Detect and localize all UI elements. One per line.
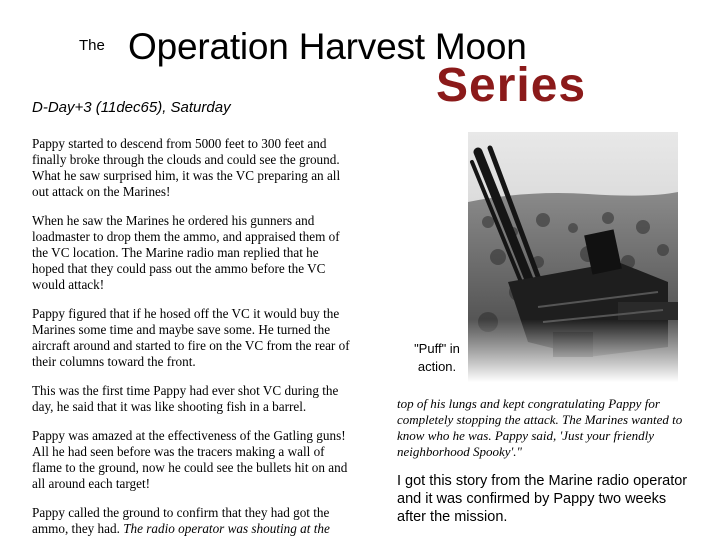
- story-paragraph-1: Pappy started to descend from 5000 feet to 300 feet and finally broke through the clouds and could see the ground. What he saw surprised him, it was the VC preparing an all out attack on the Marines!: [32, 136, 341, 199]
- source-note: I got this story from the Marine radio operator and it was confirmed by Pappy two weeks after the mission.: [397, 473, 688, 525]
- story-paragraph-6-italic: The radio operator was shouting at the: [123, 521, 330, 536]
- story-paragraph-6: [32, 505, 354, 537]
- story-paragraph-2: When he saw the Marines he ordered his gunners and loadmaster to drop them the ammo, and appraised them of the VC location. The Marine radio man replied that he hoped that they could pass out the ammo before the VC would attack!: [32, 213, 340, 292]
- title-prefix: The: [79, 37, 105, 54]
- story-column: [32, 136, 354, 537]
- date-subtitle: D-Day+3 (11dec65), Saturday: [32, 99, 231, 116]
- story-paragraph-4: This was the first time Pappy had ever shot VC during the day, he said that it was like shooting fish in a barrel.: [32, 383, 339, 414]
- story-continuation: top of his lungs and kept congratulating Pappy for completely stopping the attack. The Marines wanted to know who he was. Pappy said, 'Just your friendly neighborhood Spooky'.": [397, 396, 683, 459]
- series-label: Series: [436, 59, 587, 112]
- photo-caption: "Puff" in action.: [414, 341, 460, 374]
- story-paragraph-3: Pappy figured that if he hosed off the VC it would buy the Marines some time and maybe save some. He turned the aircraft around and started to fire on the VC from the rear of their columns toward the front.: [32, 306, 350, 369]
- story-paragraph-6-text: Pappy called the ground to confirm that they had got the ammo, they had.: [32, 505, 330, 536]
- story-paragraph-5: Pappy was amazed at the effectiveness of the Gatling guns! All he had seen before was the tracers making a wall of flame to the ground, now he could see the bullets hit on and all around each target!: [32, 428, 348, 491]
- page-title: Operation Harvest Moon: [128, 26, 527, 67]
- gatling-gun-photo: [468, 132, 678, 382]
